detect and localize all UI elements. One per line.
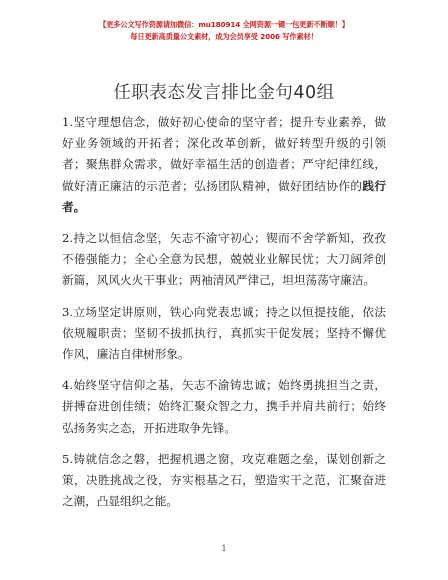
paragraph-4 — [62, 375, 386, 439]
paragraph-5 — [62, 449, 386, 513]
paragraph-number: 3. — [62, 304, 74, 319]
paragraph-number: 2. — [62, 231, 74, 246]
paragraph-2 — [62, 228, 386, 292]
document-title: 任职表态发言排比金句40组 — [113, 83, 335, 103]
page-number: 1 — [221, 544, 227, 553]
paragraph-3 — [62, 302, 386, 366]
paragraph-text: 坚守理想信念，做好初心使命的坚守者；提升专业素养，做好业务领域的开拓者；深化改革创新，做好转型升级的引领者；聚焦群众需求，做好幸福生活的创造者；严守纪律红线，做好清正廉洁的示范者；弘扬团队精神，做好团结协作的 — [62, 115, 386, 193]
paragraph-text: 立场坚定讲原则，铁心向党表忠诚；持之以恒提技能，依法依规履职责；坚韧不拔抓执行，真抓实干促发展；坚持不懈优作风，廉洁自律树形象。 — [62, 304, 386, 362]
paragraph-bold-text: 践行者。 — [62, 178, 386, 214]
paragraph-1 — [62, 112, 386, 218]
paragraph-number: 4. — [62, 378, 74, 393]
paragraph-text: 铸就信念之磐，把握机遇之窗，攻克难题之垒，谋划创新之策，决胜挑战之役，夯实根基之石，塑造实干之范，汇聚奋进之潮，凸显组织之能。 — [62, 451, 386, 509]
paragraph-number: 5. — [62, 451, 74, 466]
paragraph-text: 始终坚守信仰之基，矢志不渝铸忠诚；始终勇挑担当之责，拼搏奋进创佳绩；始终汇聚众智之力，携手并肩共前行；始终弘扬务实之态，开拓进取争先锋。 — [62, 378, 386, 435]
promo-banner-line-1: 【更多公文写作资源请加微信：mu180914 全网资源一键一包更新不断顺！】 — [99, 20, 349, 29]
paragraph-text: 持之以恒信念坚，矢志不渝守初心；锲而不舍学新知，孜孜不倦强能力；全心全意为民想，兢兢业业解民忧；大刀阔斧创新篇，风风火火干事业；两袖清风严律己，坦坦荡荡守廉洁。 — [62, 231, 386, 288]
document-body — [62, 112, 386, 522]
promo-banner-line-2: 每日更新高质量公文素材，成为会员享受 2006 写作素材！ — [130, 32, 318, 41]
promo-banner — [0, 19, 448, 43]
paragraph-number: 1. — [62, 115, 74, 129]
